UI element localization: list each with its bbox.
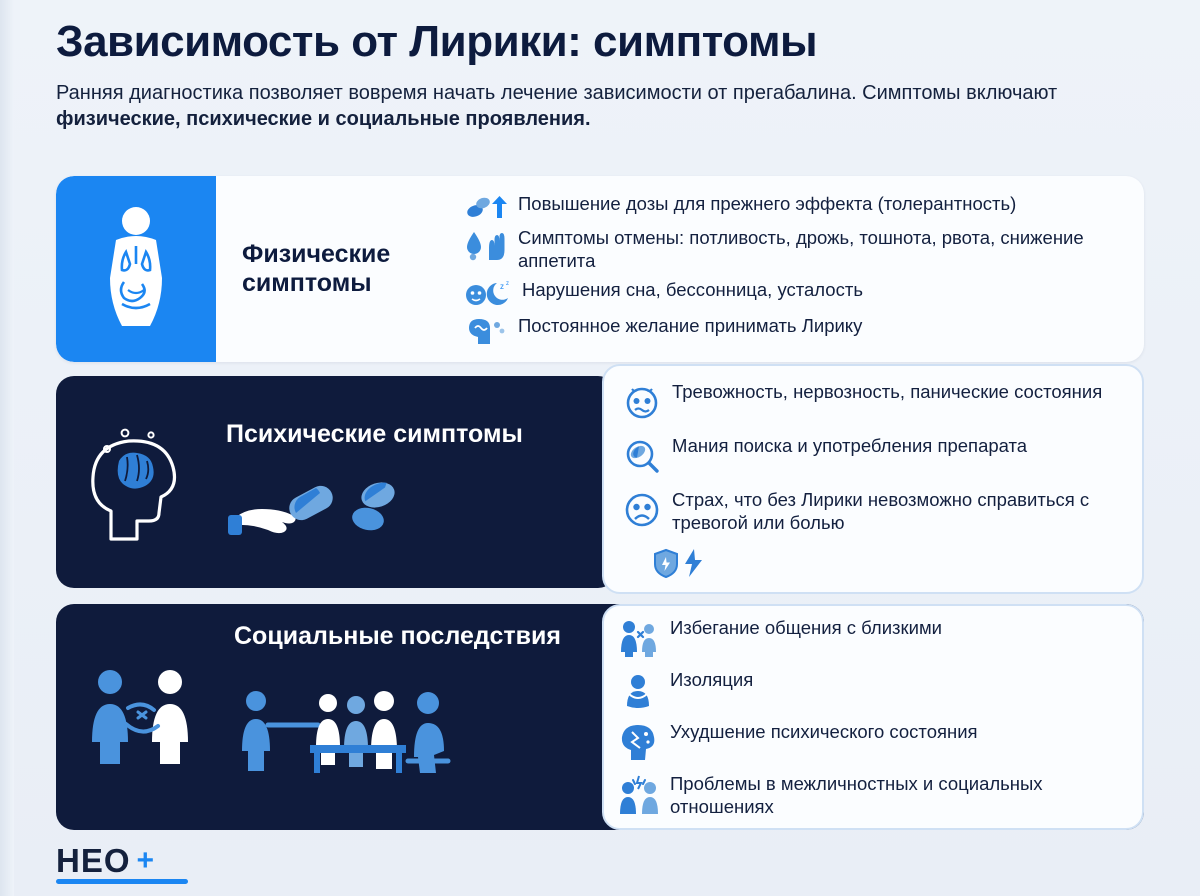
card-psychic-symptoms	[56, 376, 616, 588]
list-item-text: Ухудшение психического состояния	[670, 720, 978, 742]
logo-plus: +	[136, 844, 155, 877]
social-icon-pane	[56, 604, 226, 830]
physical-items-list	[464, 176, 1144, 362]
social-title: Социальные последствия	[234, 622, 561, 650]
isolation-person-icon	[618, 668, 660, 710]
list-item	[618, 616, 1128, 658]
social-title-pane	[226, 604, 656, 830]
head-brain-icon	[81, 417, 201, 547]
fear-face-icon	[622, 488, 662, 530]
sweat-drop-hand-icon	[464, 226, 508, 262]
list-item	[622, 488, 1124, 535]
list-item	[618, 772, 1128, 819]
card-physical-symptoms	[56, 176, 1144, 362]
list-item	[622, 380, 1124, 422]
header	[0, 0, 1200, 132]
page-subtitle	[56, 80, 1144, 133]
physical-icon-pane	[56, 176, 216, 362]
two-people-broken-link-icon	[76, 652, 206, 782]
avoid-people-icon	[618, 616, 660, 658]
list-item-text: Симптомы отмены: потливость, дрожь, тошнота, рвота, снижение аппетита	[518, 226, 1084, 271]
social-items-list	[602, 604, 1144, 830]
list-item	[622, 434, 1124, 476]
anxious-face-icon	[622, 380, 662, 422]
svg-text:z: z	[506, 281, 509, 288]
group-of-people-icon	[232, 673, 656, 788]
list-item	[464, 278, 1126, 308]
human-body-organs-icon	[88, 204, 184, 334]
logo-underline	[56, 879, 188, 884]
psychic-icon-pane	[56, 417, 226, 547]
psychic-title-pane	[226, 420, 616, 544]
list-item	[464, 314, 1126, 346]
sleep-moon-icon	[464, 278, 512, 308]
list-item-shield	[622, 546, 1124, 578]
list-item-text: Изоляция	[670, 668, 754, 690]
list-item-text: Нарушения сна, бессонница, усталость	[522, 279, 863, 301]
physical-title-pane	[216, 176, 464, 362]
logo	[56, 842, 154, 880]
list-item	[618, 720, 1128, 762]
list-item-text: Мания поиска и употребления препарата	[672, 434, 1028, 456]
list-item-text: Повышение дозы для прежнего эффекта (толерантность)	[518, 192, 1017, 214]
list-item-text: Проблемы в межличностных и социальных отношениях	[670, 772, 1043, 817]
left-edge-gradient	[0, 0, 14, 896]
psychic-title: Психические симптомы	[226, 420, 523, 448]
list-item	[464, 192, 1126, 220]
list-item	[464, 226, 1126, 273]
broken-mind-icon	[618, 720, 660, 762]
list-item	[618, 668, 1128, 710]
psychic-items-list	[602, 364, 1144, 594]
svg-text:z: z	[500, 282, 504, 292]
pills-up-arrow-icon	[464, 192, 508, 220]
physical-title-line1: Физические	[242, 239, 391, 268]
search-pill-icon	[622, 434, 662, 476]
subtitle-regular: Ранняя диагностика позволяет вовремя начать лечение зависимости от прегабалина. Симптомы включают	[56, 81, 1058, 104]
logo-word: НЕО	[56, 842, 131, 879]
conflict-people-icon	[618, 772, 660, 816]
list-item-text: Избегание общения с близкими	[670, 616, 942, 638]
list-item-text: Страх, что без Лирики невозможно справиться с тревогой или болью	[672, 488, 1090, 533]
subtitle-bold: физические, психические и социальные проявления.	[56, 107, 591, 130]
shield-bolt-icon	[622, 546, 710, 578]
head-craving-icon	[464, 314, 508, 346]
list-item-text: Постоянное желание принимать Лирику	[518, 315, 863, 337]
list-item-text: Тревожность, нервозность, панические состояния	[672, 380, 1103, 402]
page-title: Зависимость от Лирики: симптомы	[56, 17, 818, 66]
hand-with-pills-icon	[226, 467, 600, 544]
physical-title	[242, 240, 390, 299]
physical-title-line2: симптомы	[242, 269, 372, 297]
